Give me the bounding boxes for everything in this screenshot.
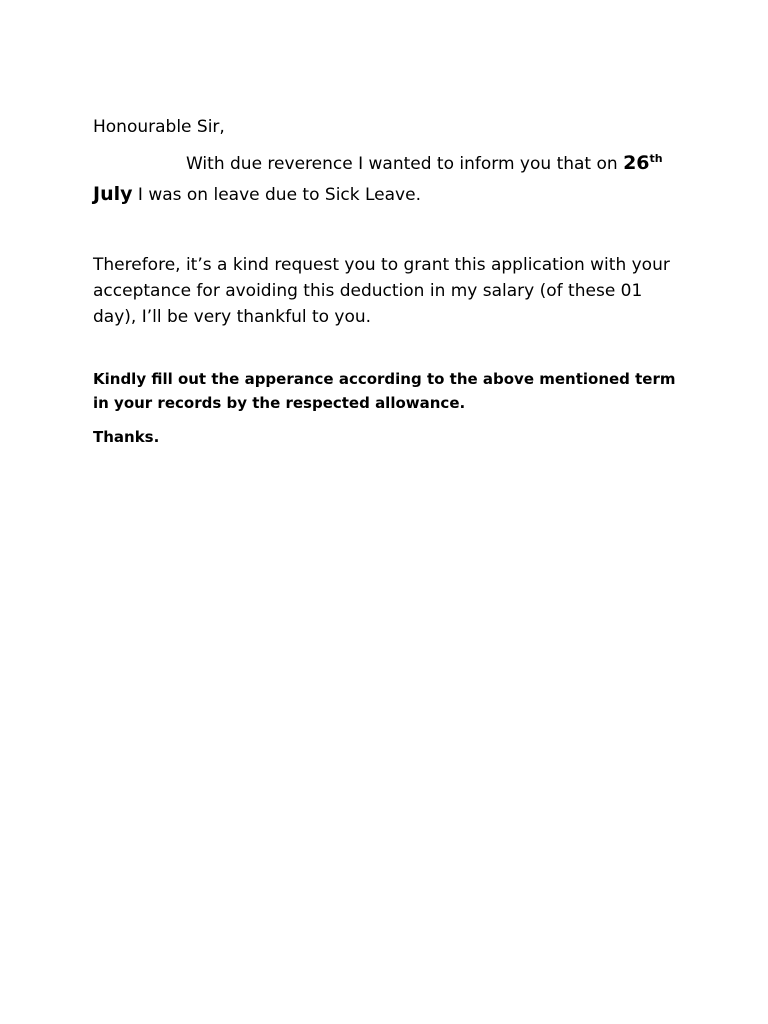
greeting-line: Honourable Sir, [93, 117, 225, 137]
closing-line: Thanks. [93, 428, 160, 446]
intro-rest-text: I was on leave due to Sick Leave. [132, 185, 421, 205]
leave-month: July [93, 183, 133, 205]
note-paragraph: Kindly fill out the apperance according to the above mentioned term in your records by the respected allowance. [93, 370, 676, 412]
request-paragraph: Therefore, it’s a kind request you to grant this application with your acceptance for avoiding this deduction in my salary (of these 01 day), I’ll be very thankful to you. [93, 255, 670, 327]
intro-lead-text: With due reverence I wanted to inform you that on [186, 154, 624, 174]
leave-day-suffix: th [649, 152, 663, 165]
leave-day: 26 [623, 152, 650, 174]
intro-paragraph [93, 148, 678, 210]
